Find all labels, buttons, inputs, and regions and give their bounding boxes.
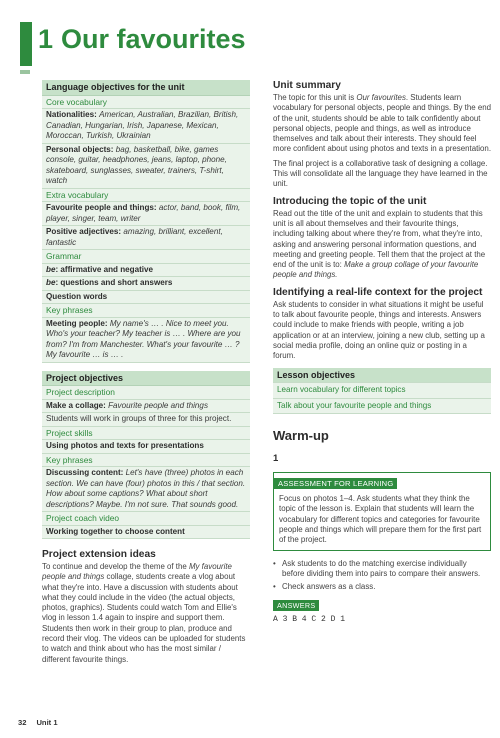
page-number: 32 bbox=[18, 718, 27, 727]
extra-vocab-label: Extra vocabulary bbox=[42, 189, 250, 203]
question-words-row: Question words bbox=[42, 291, 250, 305]
left-column bbox=[42, 80, 250, 665]
extension-paragraph: To continue and develop the theme of the My favourite people and things collage, students create a vlog about what they're into. Have a discussion with students about what they could include in the video (the actual objects, photos, graphics). Students could watch Tom and Ellie's vlog in lesson 1.4 again to inspire and support them. Students then work in their group to plan, produce and record their vlog. The videos can be uploaded for students to watch and think about who has the most similar / different favourite things. bbox=[42, 562, 246, 664]
grammar-label: Grammar bbox=[42, 250, 250, 264]
real-life-heading: Identifying a real-life context for the project bbox=[273, 286, 483, 298]
unit-number: 1 bbox=[38, 24, 54, 54]
assessment-for-learning-box bbox=[273, 472, 491, 550]
lesson-objectives-box bbox=[273, 368, 491, 415]
extension-heading: Project extension ideas bbox=[42, 549, 156, 560]
positive-adjectives-row: Positive adjectives: amazing, brilliant, excellent, fantastic bbox=[42, 226, 250, 250]
meeting-people-row: Meeting people: My name's … . Nice to meet you. Who's your teacher? My teacher is … . Where are you from? I'm from Manchester. What's your favourite … ? My favourite … is … . bbox=[42, 318, 250, 363]
be-affirmative-row: be: affirmative and negative bbox=[42, 264, 250, 278]
unit-title bbox=[38, 24, 246, 55]
unit-summary-para-2: The final project is a collaborative task of designing a collage. This will consolidate all the language they have learned in the unit. bbox=[273, 158, 488, 189]
list-item: • Ask students to do the matching exercise individually before dividing them into pairs to compare their answers. bbox=[273, 559, 491, 580]
answers-tag: ANSWERS bbox=[273, 600, 319, 611]
project-key-phrases-label: Key phrases bbox=[42, 454, 250, 468]
afl-text: Focus on photos 1–4. Ask students what they think the topic of the lesson is. Explain that students will learn the vocabulary for different topics and categories for favourite people and things which will prepare them for the first part of the project. bbox=[279, 494, 482, 545]
lesson-objectives-heading: Lesson objectives bbox=[273, 368, 491, 384]
lang-box-heading: Language objectives for the unit bbox=[42, 80, 250, 96]
groups-row: Students will work in groups of three for this project. bbox=[42, 413, 250, 427]
lesson-objective-item: Learn vocabulary for different topics bbox=[273, 383, 491, 399]
afl-tag: ASSESSMENT FOR LEARNING bbox=[274, 478, 397, 489]
discussing-content-row: Discussing content: Let's have (three) photos in each section. We can have (four) photos in this / that section. How about some captions? What about short descriptions? Maybe. I'm not sure. That sounds good. bbox=[42, 467, 250, 512]
list-item: • Check answers as a class. bbox=[273, 582, 491, 592]
personal-objects-row: Personal objects: bag, basketball, bike, games console, guitar, headphones, jeans, laptop, phone, skateboard, sunglasses, sweater, trainers, T-shirt, watch bbox=[42, 144, 250, 189]
unit-summary-heading: Unit summary bbox=[273, 80, 341, 91]
favourite-people-row: Favourite people and things: actor, band, book, film, player, singer, team, writer bbox=[42, 202, 250, 226]
exercise-number: 1 bbox=[273, 453, 279, 465]
using-photos-row: Using photos and texts for presentations bbox=[42, 440, 250, 454]
page-footer bbox=[18, 718, 58, 727]
intro-paragraph: Read out the title of the unit and explain to students that this unit is all about themselves and their favourite things, including talking about where they're from, what they're into, asking and answering personal information questions, and meeting and greeting people. Tell them that the project at the end of the unit is to: Make a group collage of your favourite people and things. bbox=[273, 208, 486, 280]
decorative-tab bbox=[20, 70, 30, 74]
language-objectives-box bbox=[42, 80, 250, 363]
project-skills-label: Project skills bbox=[42, 427, 250, 441]
unit-title-text: Our favourites bbox=[61, 24, 246, 54]
nationalities-row: Nationalities: American, Australian, Brazilian, British, Canadian, Hungarian, Irish, Japanese, Mexican, Moroccan, Turkish, Ukrainian bbox=[42, 109, 250, 144]
warm-up-heading: Warm-up bbox=[273, 428, 329, 444]
real-life-paragraph: Ask students to consider in what situations it might be useful to talk about favourite people, things and interests. Answers could include to make friends with people, writing a job application or at an interview, joining a new club, setting up a social media profile, doing an online quiz or posting in a forum. bbox=[273, 299, 485, 361]
warm-up-bullets bbox=[273, 559, 491, 593]
key-phrases-label: Key phrases bbox=[42, 304, 250, 318]
answers-line: A 3 B 4 C 2 D 1 bbox=[273, 615, 346, 625]
right-column bbox=[273, 80, 491, 624]
project-box-heading: Project objectives bbox=[42, 371, 250, 387]
header-accent-bar bbox=[20, 22, 32, 66]
unit-summary-para-1: The topic for this unit is Our favourites. Students learn vocabulary for personal objects, people and things. By the end of the unit, students should be able to talk confidently about personal objects, people and things, as well as introduce themselves and talk about their interests. They should feel more confident about using photos and texts in a presentation. bbox=[273, 93, 492, 154]
be-questions-row: be: questions and short answers bbox=[42, 277, 250, 291]
project-description-label: Project description bbox=[42, 386, 250, 400]
project-coach-label: Project coach video bbox=[42, 512, 250, 526]
core-vocab-label: Core vocabulary bbox=[42, 96, 250, 110]
make-collage-row: Make a collage: Favourite people and things bbox=[42, 400, 250, 414]
lesson-objective-item: Talk about your favourite people and things bbox=[273, 399, 491, 415]
project-objectives-box bbox=[42, 371, 250, 540]
working-together-row: Working together to choose content bbox=[42, 526, 250, 540]
footer-unit: Unit 1 bbox=[36, 718, 58, 727]
intro-heading: Introducing the topic of the unit bbox=[273, 195, 427, 207]
